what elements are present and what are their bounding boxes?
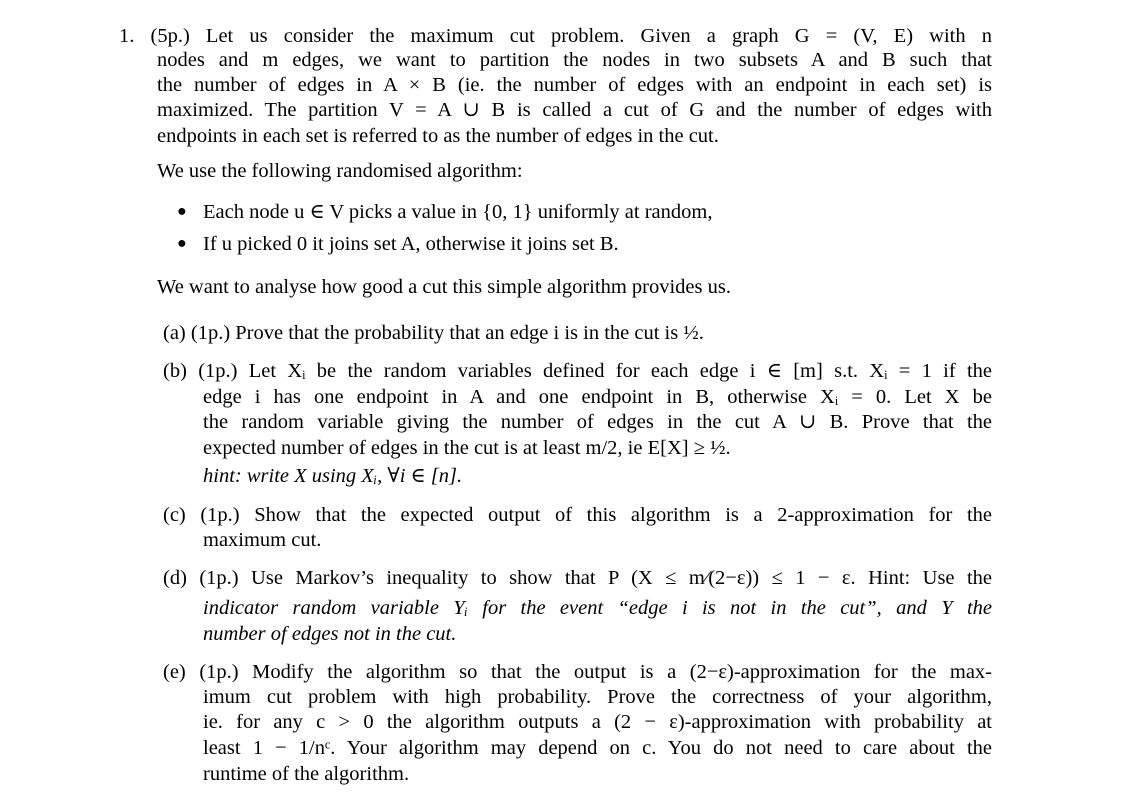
algorithm-step: If u picked 0 it joins set A, otherwise it joins set B.	[203, 233, 619, 255]
problem-line: endpoints in each set is referred to as the number of edges in the cut.	[157, 125, 719, 147]
part-line: (c) (1p.) Show that the expected output of this algorithm is a 2-approximation for the	[163, 504, 992, 526]
part-line: runtime of the algorithm.	[203, 763, 410, 785]
hint-line: indicator random variable Yᵢ for the event “edge i is not in the cut”, and Y the	[203, 597, 992, 619]
bullet-icon: ●	[177, 235, 187, 252]
part-line: (a) (1p.) Prove that the probability that an edge i is in the cut is ½.	[163, 322, 704, 344]
part-line: ie. for any c > 0 the algorithm outputs a (2 − ε)-approximation with probability at	[203, 711, 992, 733]
part-line: (e) (1p.) Modify the algorithm so that the output is a (2−ε)-approximation for the max-	[163, 661, 992, 683]
part-line: least 1 − 1/nᶜ. Your algorithm may depend on c. You do not need to care about the	[203, 737, 992, 759]
bullet-icon: ●	[177, 203, 187, 220]
algorithm-intro: We use the following randomised algorithm:	[157, 160, 523, 182]
analysis-intro: We want to analyse how good a cut this simple algorithm provides us.	[157, 276, 731, 298]
problem-line: nodes and m edges, we want to partition the nodes in two subsets A and B such that	[157, 49, 992, 71]
hint-line: hint: write X using Xᵢ, ∀i ∈ [n].	[203, 465, 463, 487]
part-line: imum cut problem with high probability. Prove the correctness of your algorithm,	[203, 686, 992, 708]
algorithm-step: Each node u ∈ V picks a value in {0, 1} uniformly at random,	[203, 201, 713, 223]
part-line: (b) (1p.) Let Xᵢ be the random variables defined for each edge i ∈ [m] s.t. Xᵢ = 1 if the	[163, 360, 992, 382]
hint-line: number of edges not in the cut.	[203, 623, 457, 645]
part-line: the random variable giving the number of edges in the cut A ∪ B. Prove that the	[203, 411, 992, 433]
part-line: expected number of edges in the cut is at least m/2, ie E[X] ≥ ½.	[203, 437, 731, 459]
part-line: (d) (1p.) Use Markov’s inequality to show that P (X ≤ m⁄(2−ε)) ≤ 1 − ε. Hint: Use the	[163, 567, 992, 589]
part-line: maximum cut.	[203, 529, 322, 551]
problem-line: 1. (5p.) Let us consider the maximum cut problem. Given a graph G = (V, E) with n	[119, 25, 992, 47]
problem-line: maximized. The partition V = A ∪ B is called a cut of G and the number of edges with	[157, 99, 992, 121]
problem-line: the number of edges in A × B (ie. the number of edges with an endpoint in each set) is	[157, 74, 992, 96]
part-line: edge i has one endpoint in A and one endpoint in B, otherwise Xᵢ = 0. Let X be	[203, 386, 992, 408]
